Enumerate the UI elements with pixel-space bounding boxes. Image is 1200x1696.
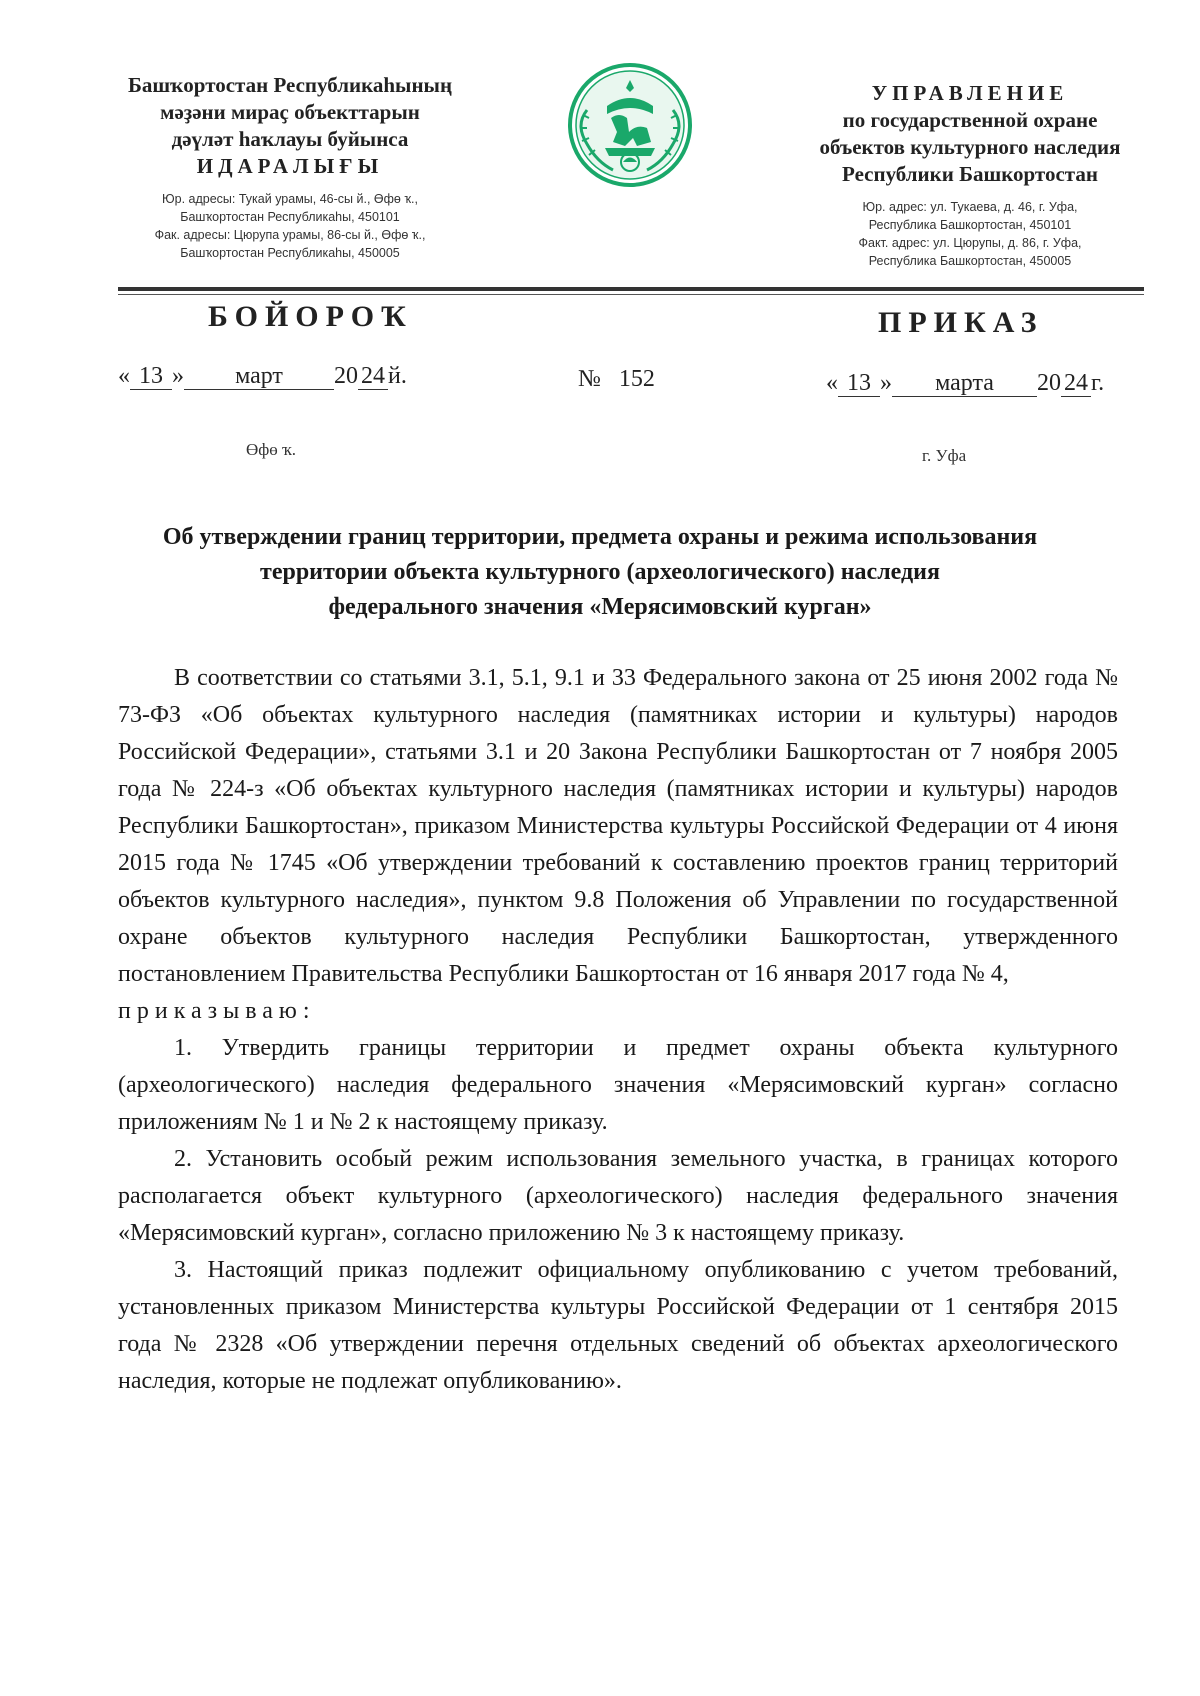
org-name-bashkir-line4: ИДАРАЛЫҒЫ	[196, 154, 384, 178]
title-line: Об утверждении границ территории, предмета охраны и режима использования	[162, 524, 1038, 550]
place-russian: г. Уфа	[922, 446, 967, 465]
quote-open: «	[826, 370, 838, 396]
emblem-icon	[567, 62, 693, 188]
doc-number-value: 152	[618, 366, 655, 392]
org-name-russian-line1: УПРАВЛЕНИЕ	[871, 81, 1069, 105]
address-line: Факт. адрес: ул. Цюрупы, д. 86, г. Уфа,	[858, 236, 1082, 250]
body-preamble: В соответствии со статьями 3.1, 5.1, 9.1 и 33 Федерального закона от 25 июня 2002 года № 73-ФЗ «Об объектах культурного наследия (памятниках истории и культуры) народов Российской Федерации», статьями 3.1 и 20 Закона Республики Башкортостан от 7 ноября 2005 года № 224-з «Об объектах культурного наследия (памятниках истории и культуры) народов Республики Башкортостан», приказом Министерства культуры Российской Федерации от 4 июня 2015 года № 1745 «Об утверждении требований к составлению проектов границ территорий объектов культурного наследия», пунктом 9.8 Положения об Управлении по государственной охране объектов культурного наследия Республики Башкортостан, утвержденного постановлением Правительства Республики Башкортостан от 16 января 2017 года № 4,	[118, 665, 1118, 987]
date-year-suffix: 24	[1061, 370, 1091, 397]
doc-type-bashkir: БОЙОРОҠ	[208, 300, 413, 333]
order-item-2: 2. Установить особый режим использования земельного участка, в границах которого располагается объект культурного (археологического) наследия федерального значения «Мерясимовский курган», согласно приложению № 3 к настоящему приказу.	[118, 1146, 1118, 1246]
address-line: Республика Башкортостан, 450101	[868, 218, 1072, 232]
org-name-bashkir-line3: дәүләт һаҡлауы буйынса	[171, 127, 409, 151]
address-line: Юр. адрес: ул. Тукаева, д. 46, г. Уфа,	[862, 200, 1078, 214]
document-title	[100, 520, 1100, 625]
org-name-bashkir-line1: Башҡортостан Республикаһының	[127, 73, 453, 97]
date-russian	[826, 370, 1104, 397]
date-year-unit: й.	[388, 363, 407, 389]
quote-close: »	[880, 370, 892, 396]
org-name-russian-line4: Республики Башкортостан	[842, 162, 1098, 186]
address-line: Юр. адресы: Тукай урамы, 46-сы й., Өфө ҡ.,	[162, 192, 418, 206]
doc-number-label: №	[578, 366, 601, 392]
header-right	[770, 80, 1170, 270]
header-divider	[118, 287, 1144, 291]
order-item-1: 1. Утвердить границы территории и предмет охраны объекта культурного (археологического) наследия федерального значения «Мерясимовский курган» согласно приложениям № 1 и № 2 к настоящему приказу.	[118, 1035, 1118, 1135]
address-russian	[770, 198, 1170, 270]
address-line: Фак. адресы: Цюрупа урамы, 86-сы й., Өфө ҡ.,	[154, 228, 426, 242]
date-year-prefix: 20	[1037, 370, 1061, 396]
document-body	[118, 660, 1118, 1400]
date-day: 13	[130, 363, 172, 390]
date-day: 13	[838, 370, 880, 397]
title-line: территории объекта культурного (археологического) наследия	[260, 559, 940, 585]
date-bashkir	[118, 363, 407, 390]
address-line: Башҡортостан Республикаһы, 450005	[180, 246, 400, 260]
date-month: март	[184, 363, 334, 390]
address-line: Республика Башкортостан, 450005	[868, 254, 1072, 268]
date-month: марта	[892, 370, 1037, 397]
doc-number	[578, 366, 655, 393]
date-year-unit: г.	[1091, 370, 1105, 396]
title-line: федерального значения «Мерясимовский курган»	[328, 594, 872, 620]
address-line: Башҡортостан Республикаһы, 450101	[180, 210, 400, 224]
order-word: приказываю:	[118, 998, 316, 1024]
date-year-suffix: 24	[358, 363, 388, 390]
quote-close: »	[172, 363, 184, 389]
doc-type-russian: ПРИКАЗ	[878, 306, 1044, 339]
date-year-prefix: 20	[334, 363, 358, 389]
quote-open: «	[118, 363, 130, 389]
order-item-3: 3. Настоящий приказ подлежит официальному опубликованию с учетом требований, установленных приказом Министерства культуры Российской Федерации от 1 сентября 2015 года № 2328 «Об утверждении перечня отдельных сведений об объектах археологического наследия, которые не подлежат опубликованию».	[118, 1257, 1118, 1394]
org-name-russian-line3: объектов культурного наследия	[819, 135, 1121, 159]
place-bashkir: Өфө ҡ.	[246, 440, 297, 459]
header-divider-thin	[118, 294, 1144, 295]
address-bashkir	[100, 190, 480, 262]
order-word-paragraph	[118, 993, 1118, 1030]
org-name-russian-line2: по государственной охране	[842, 108, 1098, 132]
header-left	[100, 72, 480, 262]
org-name-bashkir-line2: мәҙәни мираҫ объекттарын	[160, 100, 420, 124]
